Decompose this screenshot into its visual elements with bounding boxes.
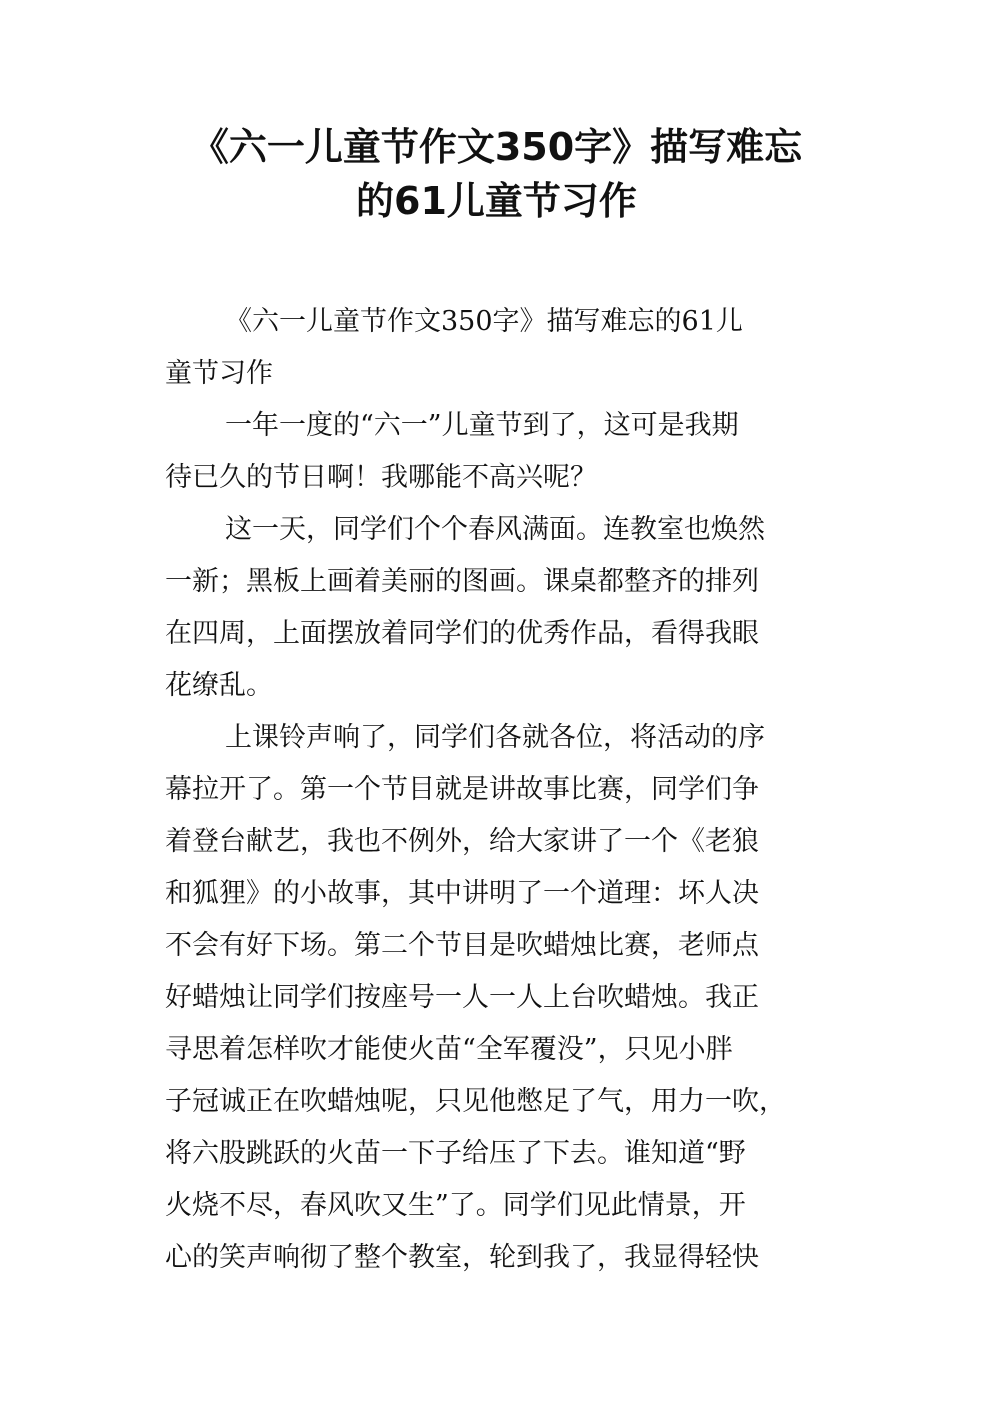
document-body (165, 296, 845, 1284)
body-text-line: 不会有好下场。第二个节目是吹蜡烛比赛，老师点 (165, 930, 759, 961)
body-text-line: 幕拉开了。第一个节目就是讲故事比赛，同学们争 (165, 774, 759, 805)
body-text-line: 花缭乱。 (165, 670, 273, 701)
body-text-line: 好蜡烛让同学们按座号一人一人上台吹蜡烛。我正 (165, 982, 759, 1013)
body-text-line: 《六一儿童节作文350字》描写难忘的61儿 (225, 306, 743, 337)
title-line: 《六一儿童节作文350字》描写难忘 (190, 125, 803, 169)
body-text-line: 和狐狸》的小故事，其中讲明了一个道理：坏人决 (165, 878, 759, 909)
body-text-line: 待已久的节日啊！我哪能不高兴呢？ (165, 462, 597, 493)
body-text-line: 上课铃声响了，同学们各就各位，将活动的序 (225, 722, 765, 753)
body-text-line: 心的笑声响彻了整个教室，轮到我了，我显得轻快 (165, 1242, 759, 1273)
body-text-line: 将六股跳跃的火苗一下子给压了下去。谁知道“野 (165, 1138, 746, 1169)
body-text-line: 这一天，同学们个个春风满面。连教室也焕然 (225, 514, 765, 545)
title-line: 的61儿童节习作 (356, 179, 637, 223)
body-text-line: 子冠诚正在吹蜡烛呢，只见他憋足了气，用力一吹， (165, 1086, 786, 1117)
body-text-line: 童节习作 (165, 358, 273, 389)
body-text-line: 着登台献艺，我也不例外，给大家讲了一个《老狼 (165, 826, 759, 857)
body-text-line: 在四周，上面摆放着同学们的优秀作品，看得我眼 (165, 618, 759, 649)
body-text-line: 火烧不尽，春风吹又生”了。同学们见此情景，开 (165, 1190, 746, 1221)
body-text-line: 一新；黑板上画着美丽的图画。课桌都整齐的排列 (165, 566, 759, 597)
body-text-line: 一年一度的“六一”儿童节到了，这可是我期 (225, 410, 739, 441)
document-title (0, 120, 993, 228)
body-text-line: 寻思着怎样吹才能使火苗“全军覆没”，只见小胖 (165, 1034, 733, 1065)
